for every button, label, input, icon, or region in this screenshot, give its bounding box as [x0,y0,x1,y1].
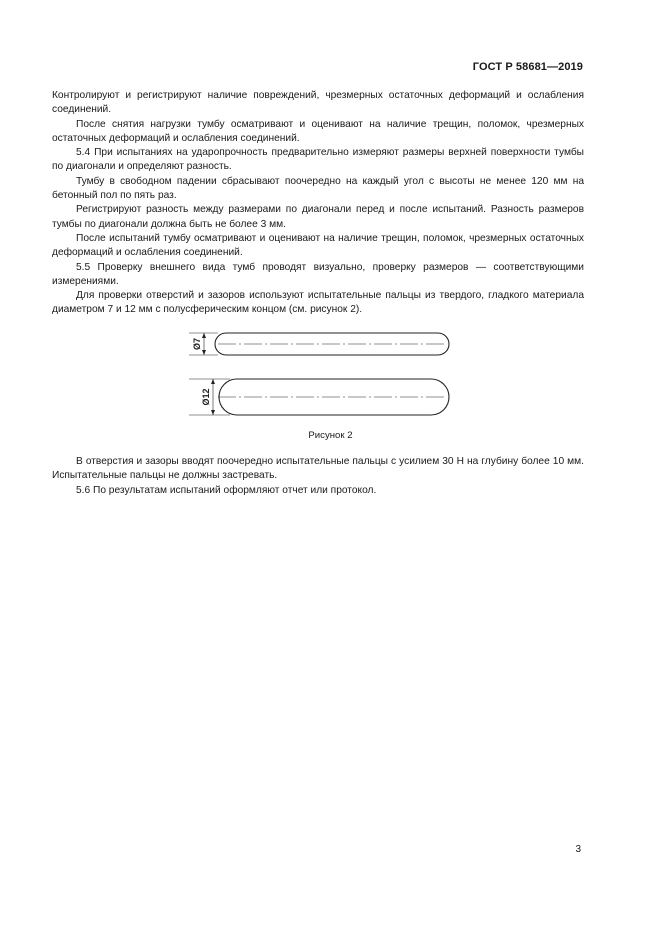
test-finger-12mm [189,379,449,415]
paragraph: Тумбу в свободном падении сбрасывают поочередно на каждый угол с высоты не менее 120 мм на бетонный пол по пять раз. [52,175,584,202]
document-header: ГОСТ Р 58681—2019 [472,61,583,73]
body-text-bottom [52,455,584,498]
paragraph: Контролируют и регистрируют наличие повреждений, чрезмерных остаточных деформаций и ослабления соединений. [52,90,584,116]
test-fingers-figure [180,322,450,422]
paragraph: В отверстия и зазоры вводят поочередно испытательные пальцы с усилием 30 Н на глубину более 10 мм. Испытательные пальцы не должны застревать. [52,456,584,482]
figure-caption: Рисунок 2 [308,430,353,441]
paragraph: После испытаний тумбу осматривают и оценивают на наличие трещин, поломок, чрезмерных остаточных деформаций и ослабления соединений. [52,232,584,259]
paragraph: Регистрируют разность между размерами по диагонали перед и после испытаний. Разность размеров тумбы по диагонали должна быть не более 3 мм. [52,204,584,230]
dimension-label-12: Ø12 [201,388,211,406]
body-text-top [52,89,584,318]
page-number: 3 [575,844,581,855]
paragraph: 5.6 По результатам испытаний оформляют отчет или протокол. [76,484,377,496]
paragraph: 5.5 Проверку внешнего вида тумб проводят визуально, проверку размеров — соответствующими измерениями. [52,261,584,287]
dimension-label-7: Ø7 [192,337,202,351]
paragraph: 5.4 При испытаниях на ударопрочность предварительно измеряют размеры верхней поверхности тумбы по диагонали и определяют разность. [52,147,584,173]
paragraph: После снятия нагрузки тумбу осматривают и оценивают на наличие трещин, поломок, чрезмерных остаточных деформаций и ослабления соединений. [52,118,584,144]
paragraph: Для проверки отверстий и зазоров используют испытательные пальцы из твердого, гладкого материала диаметром 7 и 12 мм с полусферическим концом (см. рисунок 2). [52,290,584,316]
test-finger-7mm [189,333,449,355]
